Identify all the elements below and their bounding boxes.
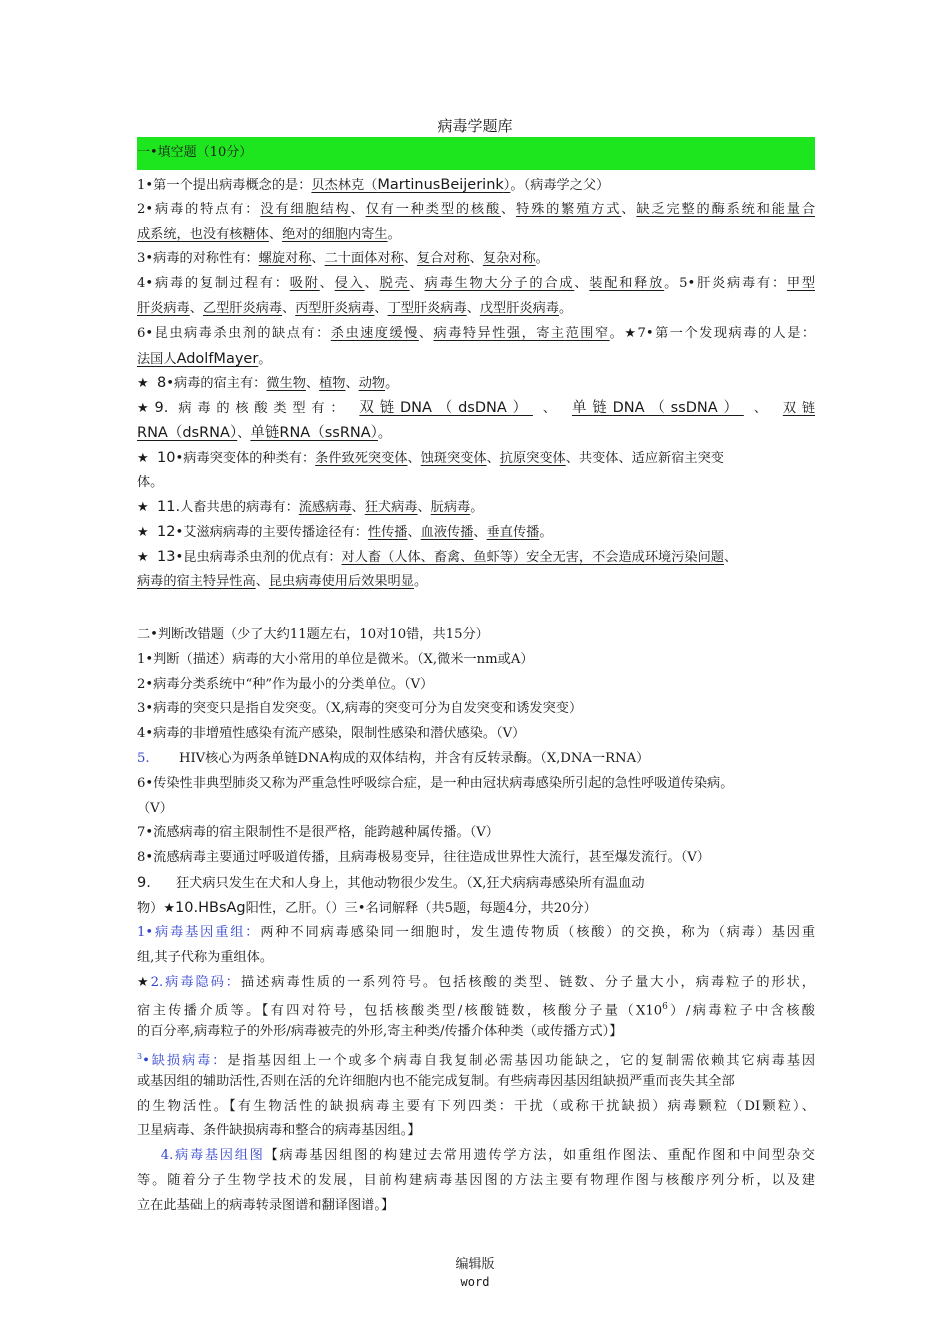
judge-2: 2•病毒分类系统中“种”作为最小的分类单位。（V） — [137, 676, 434, 692]
question-13-cont: 病毒的宿主特异性高、昆虫病毒使用后效果明显。 — [137, 573, 428, 589]
question-4-5: 4•病毒的复制过程有：吸附、侵入、脱壳、病毒生物大分子的合成、装配和释放。5•肝炎病毒有：甲型 — [137, 276, 815, 292]
term-4: 4.病毒基因组图【病毒基因组图的构建过去常用遗传学方法，如重组作图法、重配作图和中间型杂交 — [160, 1148, 815, 1164]
star-icon: ★ — [137, 401, 155, 417]
judge-9-cont: 物）★10.HBsAg阳性，乙肝。（）三•名词解释（共5题，每题4分，共20分） — [137, 899, 597, 916]
star-icon: ★ — [137, 500, 149, 516]
glossary-section — [137, 921, 815, 1219]
question-9-cont: RNA（dsRNA）、单链RNA（ssRNA）。 — [137, 424, 392, 441]
term-3-cont2: 的生物活性。【有生物活性的缺损病毒主要有下列四类：干扰（或称干扰缺损）病毒颗粒（DI颗粒）、 — [137, 1098, 815, 1114]
judge-1: 1•判断（描述）病毒的大小常用的单位是微米。（X,微米一nm或A） — [137, 651, 534, 667]
star-icon: ★ — [137, 525, 149, 541]
fill-blank-questions — [137, 173, 815, 595]
footer-word: word — [460, 1275, 490, 1289]
star-icon: ★ — [624, 325, 638, 341]
question-9: ★9. 病毒的核酸类型有： 双链DNA（dsDNA） 、 单链DNA（ssDNA） 、 双链 — [137, 400, 815, 417]
judge-3: 3•病毒的突变只是指自发突变。（X,病毒的突变可分为自发突变和诱发突变） — [137, 701, 583, 717]
term-1: 1•病毒基因重组：两种不同病毒感染同一细胞时，发生遗传物质（核酸）的交换，称为（病毒）基因重 — [137, 925, 815, 940]
q1-prefix: 1•第一个提出病毒概念的是： — [137, 178, 312, 193]
question-3: 3•病毒的对称性有：螺旋对称、二十面体对称、复合对称、复杂对称。 — [137, 251, 549, 267]
question-10-cont: 体。 — [137, 474, 164, 490]
star-icon: ★ — [137, 974, 151, 990]
term-2: ★2.病毒隐码：描述病毒性质的一系列符号。包括核酸的类型、链数、分子量大小，病毒粒子的形状， — [137, 974, 815, 990]
q1-answer: 贝杰林克（MartinusBeijerink） — [311, 177, 511, 193]
section-header-fill-blank: 一•填空题（10分） — [137, 137, 815, 170]
star-icon: ★ — [137, 376, 149, 392]
question-8: ★ 8•病毒的宿主有：微生物、植物、动物。 — [137, 375, 399, 392]
question-12: ★ 12•艾滋病病毒的主要传播途径有：性传播、血液传播、垂直传播。 — [137, 524, 553, 541]
question-2: 2•病毒的特点有：没有细胞结构、仅有一种类型的核酸、特殊的繁殖方式、缺乏完整的酶系统和能量合 — [137, 201, 815, 217]
footer-label: 编辑版 — [455, 1257, 495, 1272]
question-1 — [137, 173, 815, 198]
term-2-cont2: 的百分率,病毒粒子的外形/病毒被壳的外形,寄主种类/传播介体种类（或传播方式）】 — [137, 1024, 623, 1040]
term-4-cont2: 立在此基础上的病毒转录图谱和翻译图谱。】 — [137, 1197, 395, 1213]
true-false-section — [137, 623, 815, 921]
term-3: $^3$•缺损病毒：是指基因组上一个或多个病毒自我复制必需基因功能缺之，它的复制需依赖其它病毒基因 — [137, 1051, 815, 1069]
question-7-cont: 法国人AdolfMayer。 — [137, 350, 272, 367]
term-3-cont3: 卫星病毒、条件缺损病毒和整合的病毒基因组。】 — [137, 1123, 421, 1139]
question-10: ★ 10•病毒突变体的种类有：条件致死突变体、蚀斑突变体、抗原突变体、共变体、适应新宿主突变 — [137, 449, 724, 466]
term-2-cont: 宿主传播介质等。【有四对符号，包括核酸类型/核酸链数，核酸分子量$(X10^6)/$病毒粒子中含核酸 — [137, 1002, 815, 1019]
q1-suffix: 。（病毒学之父） — [510, 178, 610, 193]
judge-6: 6•传染性非典型肺炎又称为严重急性呼吸综合症，是一种由冠状病毒感染所引起的急性呼吸道传染病。 — [137, 775, 734, 791]
star-icon: ★ — [137, 549, 149, 565]
judge-7: 7•流感病毒的宿主限制性不是很严格，能跨越种属传播。（V） — [137, 825, 499, 841]
question-5-cont: 肝炎病毒、乙型肝炎病毒、丙型肝炎病毒、丁型肝炎病毒、戊型肝炎病毒。 — [137, 300, 573, 316]
section-header-true-false: 二•判断改错题（少了大约11题左右，10对10错，共15分） — [137, 627, 489, 642]
judge-6-cont: （V） — [137, 800, 173, 816]
judge-9: 9. 狂犬病只发生在犬和人身上，其他动物很少发生。（X,狂犬病病毒感染所有温血动 — [137, 874, 645, 891]
question-11: ★ 11.人畜共患的病毒有：流感病毒、狂犬病毒、朊病毒。 — [137, 499, 484, 516]
judge-4: 4•病毒的非增殖性感染有流产感染，限制性感染和潜伏感染。（V） — [137, 726, 526, 742]
term-4-cont: 等。随着分子生物学技术的发展，目前构建病毒基因图的方法主要有物理作图与核酸序列分析，以及建 — [137, 1172, 815, 1188]
star-icon: ★ — [163, 900, 176, 916]
star-icon: ★ — [137, 450, 149, 466]
judge-8: 8•流感病毒主要通过呼吸道传播，且病毒极易变异，往往造成世界性大流行，甚至爆发流行。（V） — [137, 850, 710, 866]
term-1-cont: 组,其子代称为重组体。 — [137, 949, 274, 965]
page-title: 病毒学题库 — [437, 117, 513, 135]
judge-5: 5. HIV核心为两条单链DNA构成的双体结构，并含有反转录酶。（X,DNA一RNA） — [137, 750, 650, 766]
question-13: ★ 13•昆虫病毒杀虫剂的优点有：对人畜（人体、畜禽、鱼虾等）安全无害，不会造成环境污染问题、 — [137, 548, 738, 565]
question-2-cont: 成系统，也没有核糖体、绝对的细胞内寄生。 — [137, 226, 401, 242]
question-6-7: 6•昆虫病毒杀虫剂的缺点有：杀虫速度缓慢、病毒特异性强，寄主范围窄。★7•第一个发现病毒的人是： — [137, 325, 815, 341]
term-3-cont: 或基因组的辅助活性,否则在活的允许细胞内也不能完成复制。有些病毒因基因组缺损严重而丧失其全部 — [137, 1073, 735, 1089]
